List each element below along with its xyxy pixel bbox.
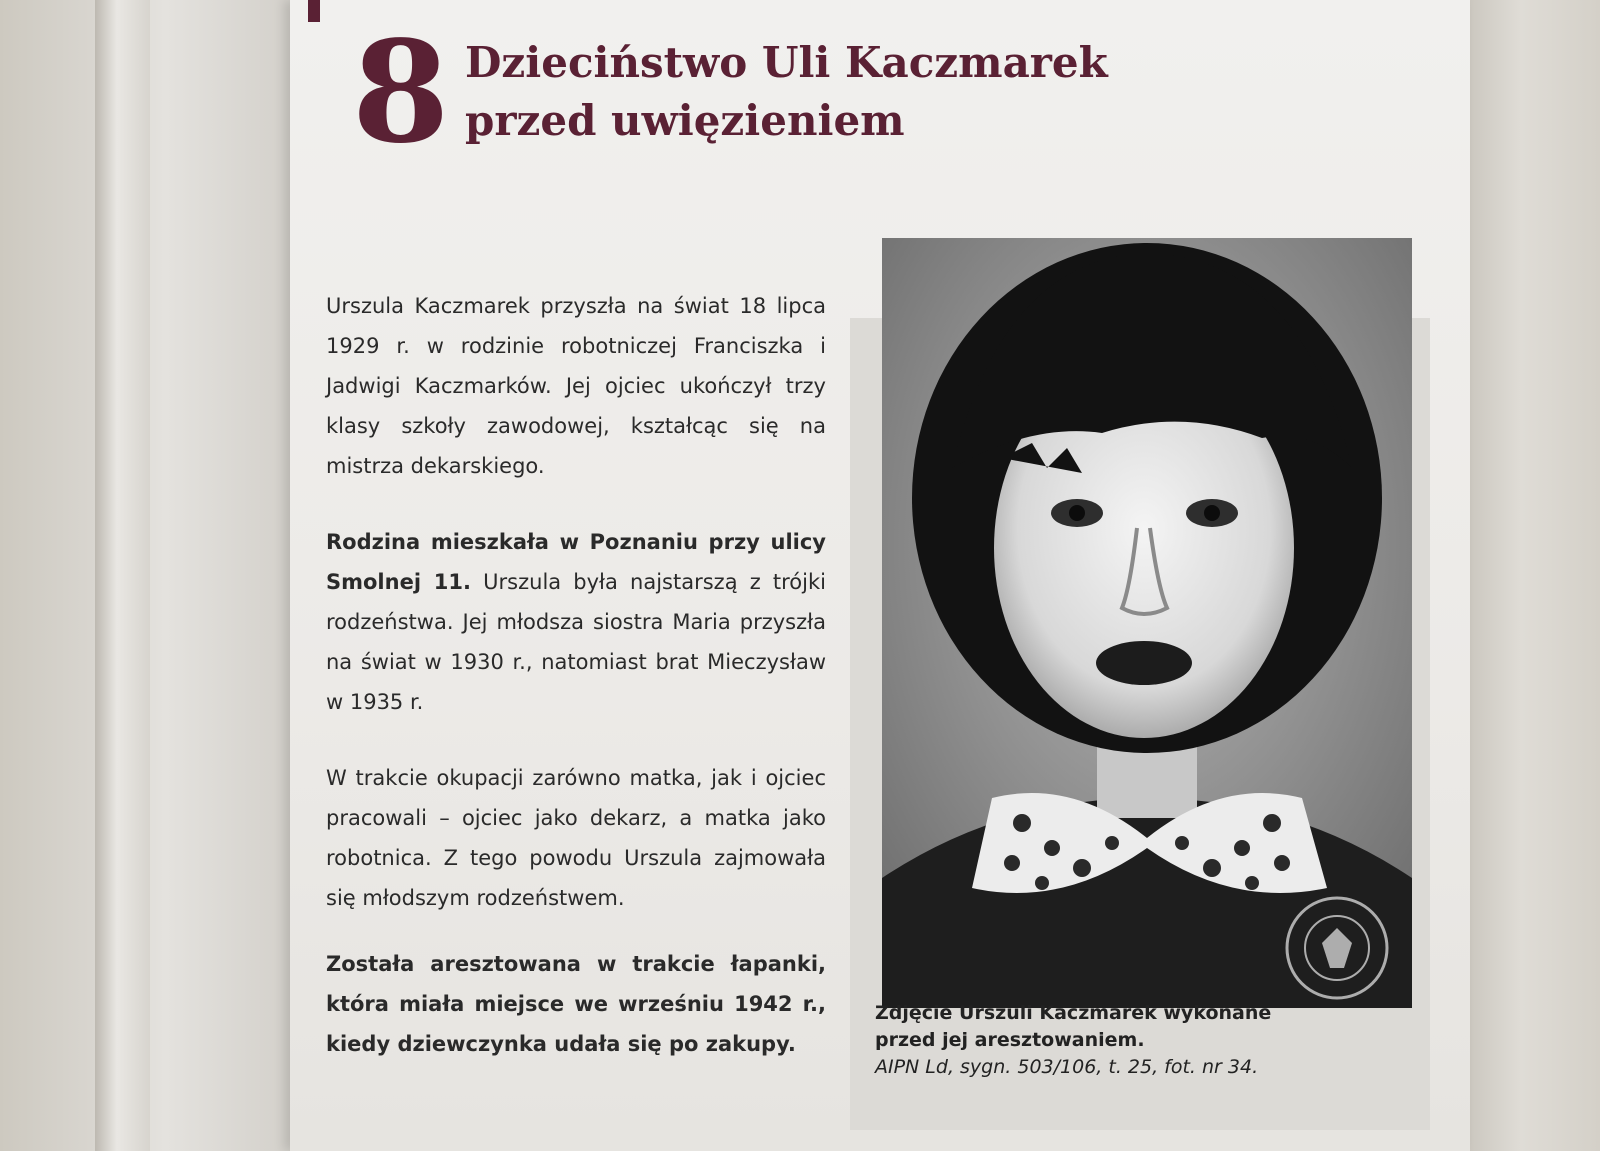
paragraph-1: Urszula Kaczmarek przyszła na świat 18 lipca 1929 r. w rodzinie robotniczej Franciszka i Jadwigi Kaczmarków. Jej ojciec ukończył trzy klasy szkoły zawodowej, kształcąc się na mistrza dekarskiego. (326, 294, 826, 478)
wall-right (1468, 0, 1600, 1151)
caption-line-2: przed jej aresztowaniem. (875, 1029, 1145, 1051)
paragraph-2 (326, 522, 826, 722)
paragraph-2-bold: Rodzina mieszkała w Poznaniu przy ulicy Smolnej 11. (326, 530, 826, 594)
title-line-2: przed uwięzieniem (465, 96, 905, 145)
body-text (326, 286, 826, 1064)
caption-line-1: Zdjęcie Urszuli Kaczmarek wykonane (875, 1002, 1272, 1024)
title-line-1: Dzieciństwo Uli Kaczmarek (465, 38, 1108, 87)
panel-accent-tab (308, 0, 320, 22)
photo-caption (875, 1000, 1435, 1081)
paragraph-4 (326, 944, 826, 1064)
wall-left (0, 0, 300, 1151)
portrait-image (882, 238, 1412, 1008)
portrait-photo (882, 238, 1412, 1008)
paragraph-3: W trakcie okupacji zarówno matka, jak i ojciec pracowali – ojciec jako dekarz, a matka jako robotnica. Z tego powodu Urszula zajmowała się młodszym rodzeństwem. (326, 766, 826, 910)
page-title (465, 34, 1165, 150)
paragraph-4-bold: Została aresztowana w trakcie łapanki, która miała miejsce we wrześniu 1942 r., kiedy dziewczynka udała się po zakupy. (326, 952, 826, 1056)
section-number: 8 (352, 11, 450, 175)
caption-source: AIPN Ld, sygn. 503/106, t. 25, fot. nr 34. (875, 1056, 1259, 1078)
paragraph-2-rest: Urszula była najstarszą z trójki rodzeństwa. Jej młodsza siostra Maria przyszła na świat w 1930 r., natomiast brat Mieczysław w 1935 r. (326, 570, 826, 714)
frame-edge (95, 0, 150, 1151)
